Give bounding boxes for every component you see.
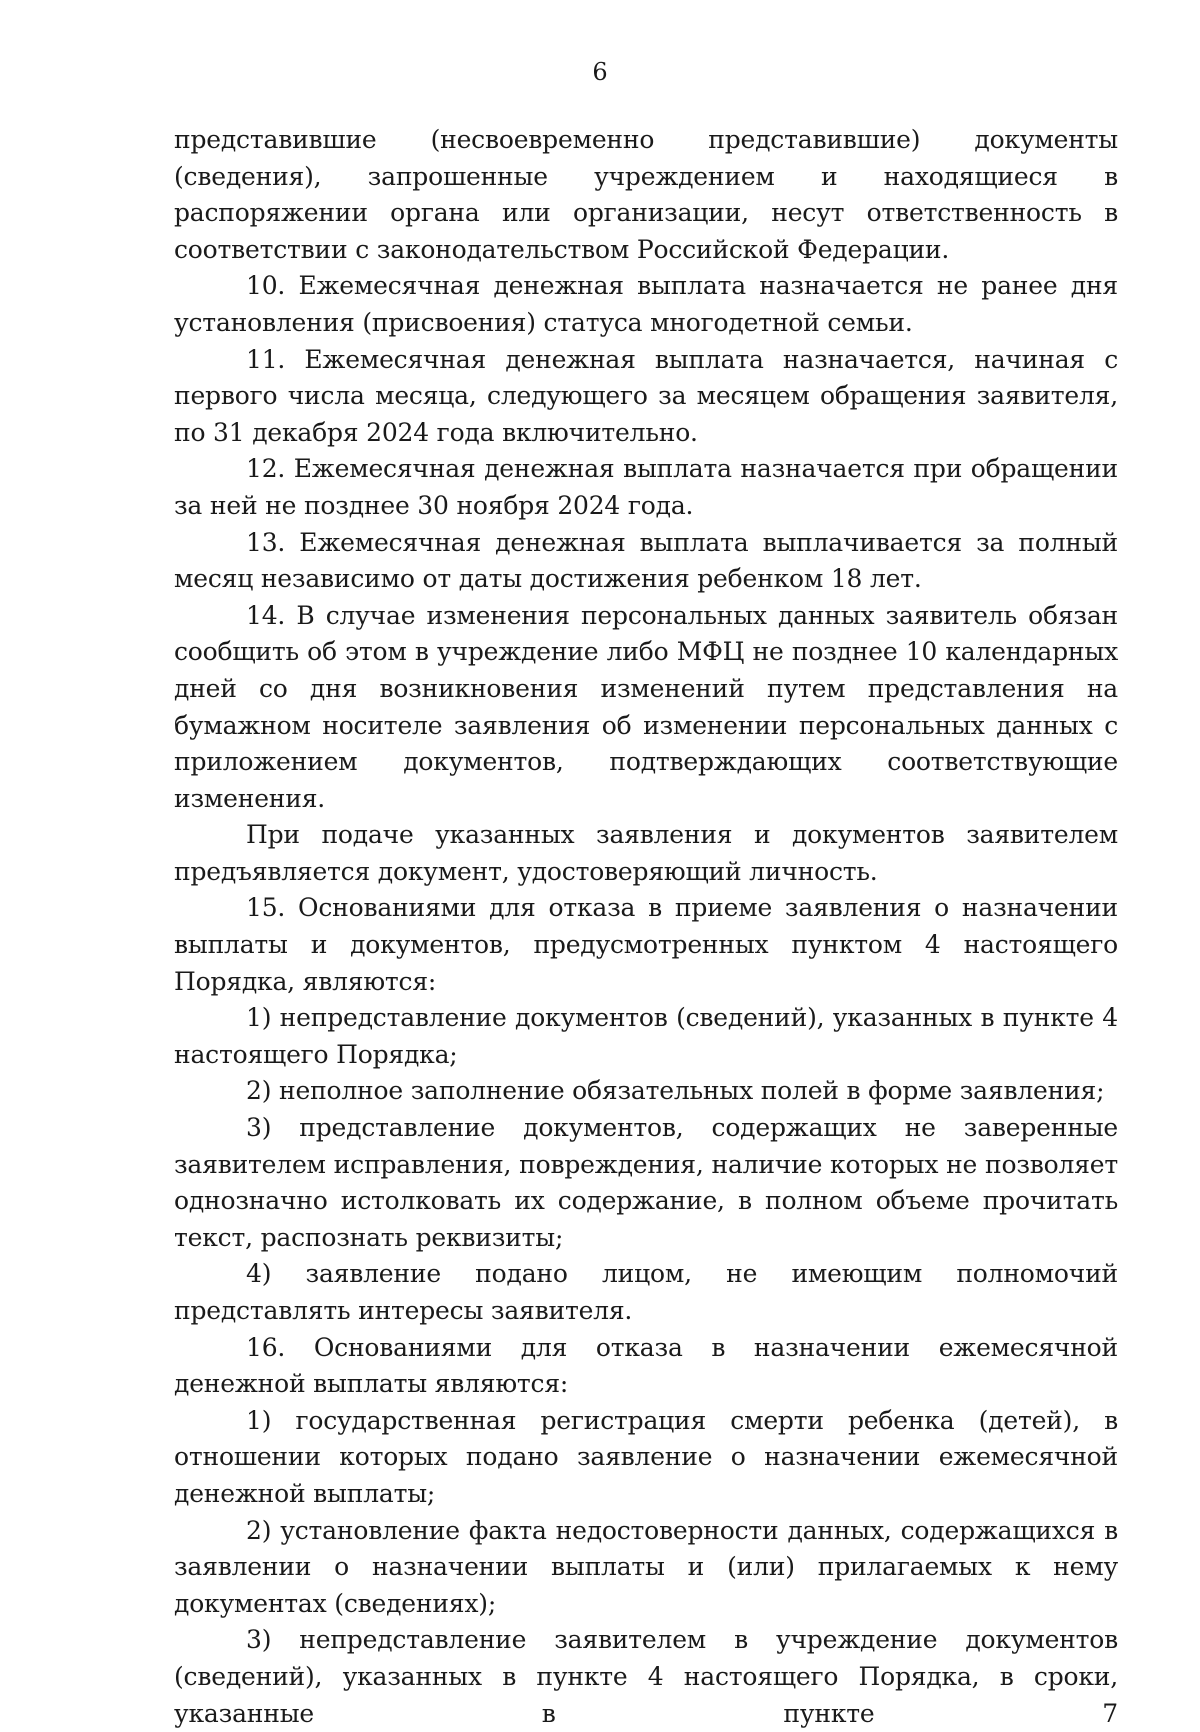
page-number: 6 bbox=[592, 58, 608, 86]
paragraph-item-15-sub-2: 2) неполное заполнение обязательных полей в форме заявления; bbox=[246, 1076, 1105, 1106]
paragraph-item-14-identity: При подаче указанных заявления и документов заявителем предъявляется документ, удостоверяющий личность. bbox=[174, 820, 1118, 886]
paragraph-item-16-sub-1: 1) государственная регистрация смерти ребенка (детей), в отношении которых подано заявление о назначении ежемесячной денежной выплаты; bbox=[174, 1405, 1118, 1508]
paragraph-item-13: 13. Ежемесячная денежная выплата выплачивается за полный месяц независимо от даты достижения ребенком 18 лет. bbox=[174, 527, 1118, 594]
paragraph-item-15-sub-4: 4) заявление подано лицом, не имеющим полномочий представлять интересы заявителя. bbox=[174, 1259, 1118, 1325]
paragraph-item-16-sub-3: 3) непредставление заявителем в учреждение документов (сведений), указанных в пункте 4 настоящего Порядка, в сроки, указанные в пункте 7 bbox=[174, 1625, 1118, 1728]
paragraph-item-12: 12. Ежемесячная денежная выплата назначается при обращении за ней не позднее 30 ноября 2024 года. bbox=[174, 454, 1118, 520]
paragraph-continuation: представившие (несвоевременно представившие) документы (сведения), запрошенные учреждением и находящиеся в распоряжении органа или организации, несут ответственность в соответствии с законодательством Российской Федерации. bbox=[174, 125, 1118, 264]
paragraph-item-15-sub-1: 1) непредставление документов (сведений), указанных в пункте 4 настоящего Порядка; bbox=[174, 1003, 1118, 1069]
paragraph-item-15-sub-3: 3) представление документов, содержащих не заверенные заявителем исправления, повреждения, наличие которых не позволяет однозначно истолковать их содержание, в полном объеме прочитать текст, распознать реквизиты; bbox=[174, 1113, 1118, 1252]
paragraph-item-16-sub-2: 2) установление факта недостоверности данных, содержащихся в заявлении о назначении выплаты и (или) прилагаемых к нему документах (сведениях); bbox=[174, 1515, 1118, 1618]
paragraph-item-10: 10. Ежемесячная денежная выплата назначается не ранее дня установления (присвоения) статуса многодетной семьи. bbox=[174, 271, 1118, 337]
paragraph-item-11: 11. Ежемесячная денежная выплата назначается, начиная с первого числа месяца, следующего за месяцем обращения заявителя, по 31 декабря 2024 года включительно. bbox=[174, 344, 1118, 447]
document-body bbox=[174, 122, 1118, 1732]
paragraph-item-14: 14. В случае изменения персональных данных заявитель обязан сообщить об этом в учреждение либо МФЦ не позднее 10 календарных дней со дня возникновения изменений путем представления на бумажном носителе заявления об изменении персональных данных с приложением документов, подтверждающих соответствующие изменения. bbox=[174, 600, 1118, 813]
paragraph-item-15: 15. Основаниями для отказа в приеме заявления о назначении выплаты и документов, предусмотренных пунктом 4 настоящего Порядка, являются: bbox=[174, 893, 1118, 996]
paragraph-item-16: 16. Основаниями для отказа в назначении ежемесячной денежной выплаты являются: bbox=[174, 1332, 1118, 1399]
